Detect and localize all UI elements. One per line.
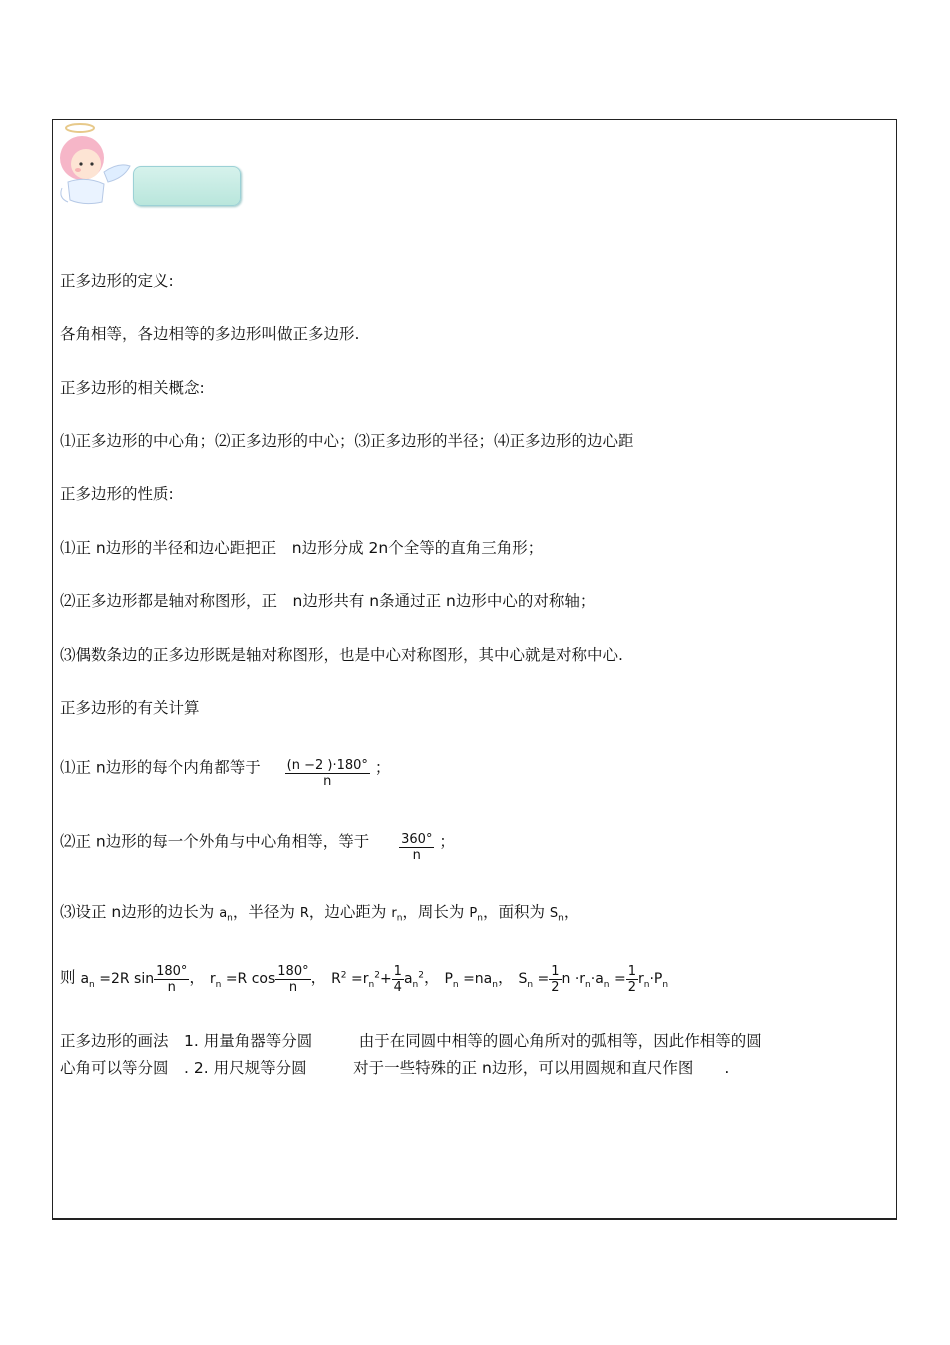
calc3-part: ，面积为 bbox=[482, 903, 545, 921]
exterior-angle-fraction bbox=[399, 832, 434, 864]
fraction-denominator: n bbox=[323, 774, 332, 789]
sin-fraction: $\frac{180^\circ}{n}$ bbox=[156, 964, 188, 995]
angel-mascot-icon bbox=[58, 122, 134, 206]
drawing-method-line-1: 正多边形的画法 1. 用量角器等分圆 由于在同圆中相等的圆心角所对的弧相等，因此作相等的圆 bbox=[60, 1032, 762, 1050]
fraction-denominator: n bbox=[412, 848, 421, 863]
formula-line: 则 $a_n =2R$ sin $\frac{180^\circ}{n}$ ， $r_n =R$ cos $\frac{180^\circ}{n}$ ， $R^2 =r_n^2+$ $\frac{1}{4}$ $a_n^2$， $P_n =na_n$， $S_n$ = $\frac{1}{2}$ $n \cdot r_n\cdot a_n$ = $\frac{1}{2}$ $r_n\cdot P_n$ bbox=[60, 964, 669, 995]
side-symbol: $a_n$ bbox=[219, 906, 233, 924]
definition-text: 各角相等，各边相等的多边形叫做正多边形. bbox=[60, 325, 360, 343]
heading-calculation: 正多边形的有关计算 bbox=[60, 699, 200, 717]
cos-fraction: $\frac{180^\circ}{n}$ bbox=[277, 964, 309, 995]
calc3-part: ，边心距为 bbox=[308, 903, 387, 921]
perimeter-symbol: $P_n$ bbox=[469, 906, 483, 924]
property-3: ⑶偶数条边的正多边形既是轴对称图形，也是中心对称图形，其中心就是对称中心. bbox=[60, 646, 623, 664]
calc-exterior-angle bbox=[60, 826, 455, 863]
pythagorean-formula: $R^2 =r_n^2+$ bbox=[331, 969, 392, 990]
property-1: ⑴正 n边形的半径和边心距把正 n边形分成 2n个全等的直角三角形； bbox=[60, 539, 544, 557]
heading-definition: 正多边形的定义: bbox=[60, 272, 174, 290]
calc3-part: ， bbox=[563, 903, 580, 921]
apothem-symbol: $r_n$ bbox=[391, 906, 403, 924]
calc-interior-angle bbox=[60, 752, 391, 789]
half-fraction: $\frac{1}{2}$ bbox=[627, 964, 636, 995]
calc3-part: ，半径为 bbox=[232, 903, 295, 921]
drawing-method-line-2: 心角可以等分圆 . 2. 用尺规等分圆 对于一些特殊的正 n边形，可以用圆规和直尺作图 . bbox=[60, 1059, 730, 1077]
apothem-formula: $r_n =R$ cos bbox=[209, 970, 276, 990]
calc2-text: ⑵正 n边形的每一个外角与中心角相等，等于 bbox=[60, 832, 370, 851]
concepts-text: ⑴正多边形的中心角；⑵正多边形的中心；⑶正多边形的半径；⑷正多边形的边心距 bbox=[60, 432, 634, 450]
calc1-text: ⑴正 n边形的每个内角都等于 bbox=[60, 758, 261, 777]
calc3-part: ⑶设正 n边形的边长为 bbox=[60, 903, 215, 921]
heading-concepts: 正多边形的相关概念: bbox=[60, 379, 205, 397]
calc3-part: ，周长为 bbox=[402, 903, 465, 921]
fraction-numerator: (n −2 )·180° bbox=[286, 758, 368, 773]
property-2: ⑵正多边形都是轴对称图形，正 n边形共有 n条通过正 n边形中心的对称轴； bbox=[60, 592, 596, 610]
area-formula: $S_n$ = bbox=[518, 970, 550, 990]
interior-angle-fraction bbox=[285, 758, 370, 790]
radius-symbol: R bbox=[299, 906, 309, 921]
quarter-fraction: $\frac{1}{4}$ bbox=[393, 964, 402, 995]
side-formula: $a_n =2R$ sin bbox=[80, 970, 155, 990]
heading-properties: 正多边形的性质: bbox=[60, 485, 174, 503]
fraction-numerator: 360° bbox=[401, 832, 433, 847]
perimeter-formula: $P_n =na_n$ bbox=[444, 970, 498, 990]
formula-prefix: 则 bbox=[60, 968, 76, 987]
content-frame bbox=[52, 119, 897, 1220]
semicolon: ； bbox=[374, 758, 391, 777]
half-fraction: $\frac{1}{2}$ bbox=[551, 964, 560, 995]
calc-definitions bbox=[60, 902, 579, 929]
semicolon: ； bbox=[439, 832, 455, 851]
section-badge bbox=[133, 166, 241, 206]
area-symbol: $S_n$ bbox=[549, 906, 564, 924]
